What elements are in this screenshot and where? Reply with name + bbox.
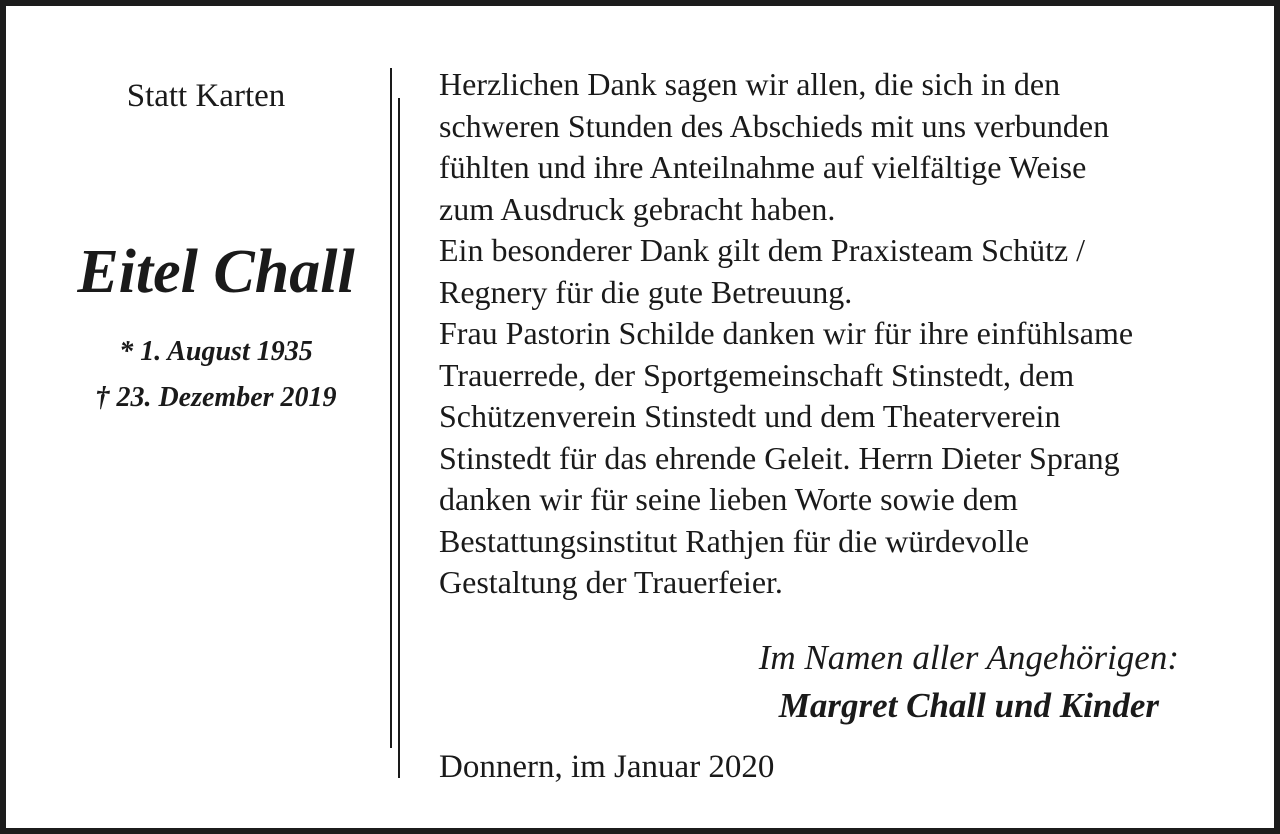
divider-line-right	[398, 98, 400, 778]
thanks-paragraph: Frau Pastorin Schilde danken wir für ihre einfühlsame Trauerrede, der Sportgemeinschaft Stinstedt, dem Schützenverein Stinstedt und dem Theaterverein Stinstedt für das ehrende Geleit. Herrn Dieter Sprang danken wir für seine lieben Worte sowie dem Bestattungsinstitut Rathjen für die würdevolle Gestaltung der Trauerfeier.	[439, 315, 1134, 600]
place-date: Donnern, im Januar 2020	[439, 749, 775, 785]
death-date: † 23. Dezember 2019	[95, 382, 337, 413]
thanks-paragraph: Ein besonderer Dank gilt dem Praxisteam Schütz / Regnery für die gute Betreuung.	[439, 232, 1086, 310]
deceased-name: Eitel Chall	[77, 238, 355, 306]
divider-line-left	[390, 68, 392, 748]
signature: Margret Chall und Kinder	[778, 686, 1159, 725]
thanks-paragraph: Herzlichen Dank sagen wir allen, die sich in den schweren Stunden des Abschieds mit uns verbunden fühlten und ihre Anteilnahme auf vielfältige Weise zum Ausdruck gebracht haben.	[439, 66, 1110, 227]
statt-karten-label: Statt Karten	[126, 78, 286, 114]
birth-date: * 1. August 1935	[119, 336, 313, 367]
closing-line: Im Namen aller Angehörigen:	[758, 638, 1179, 677]
thanks-text	[439, 64, 1279, 604]
